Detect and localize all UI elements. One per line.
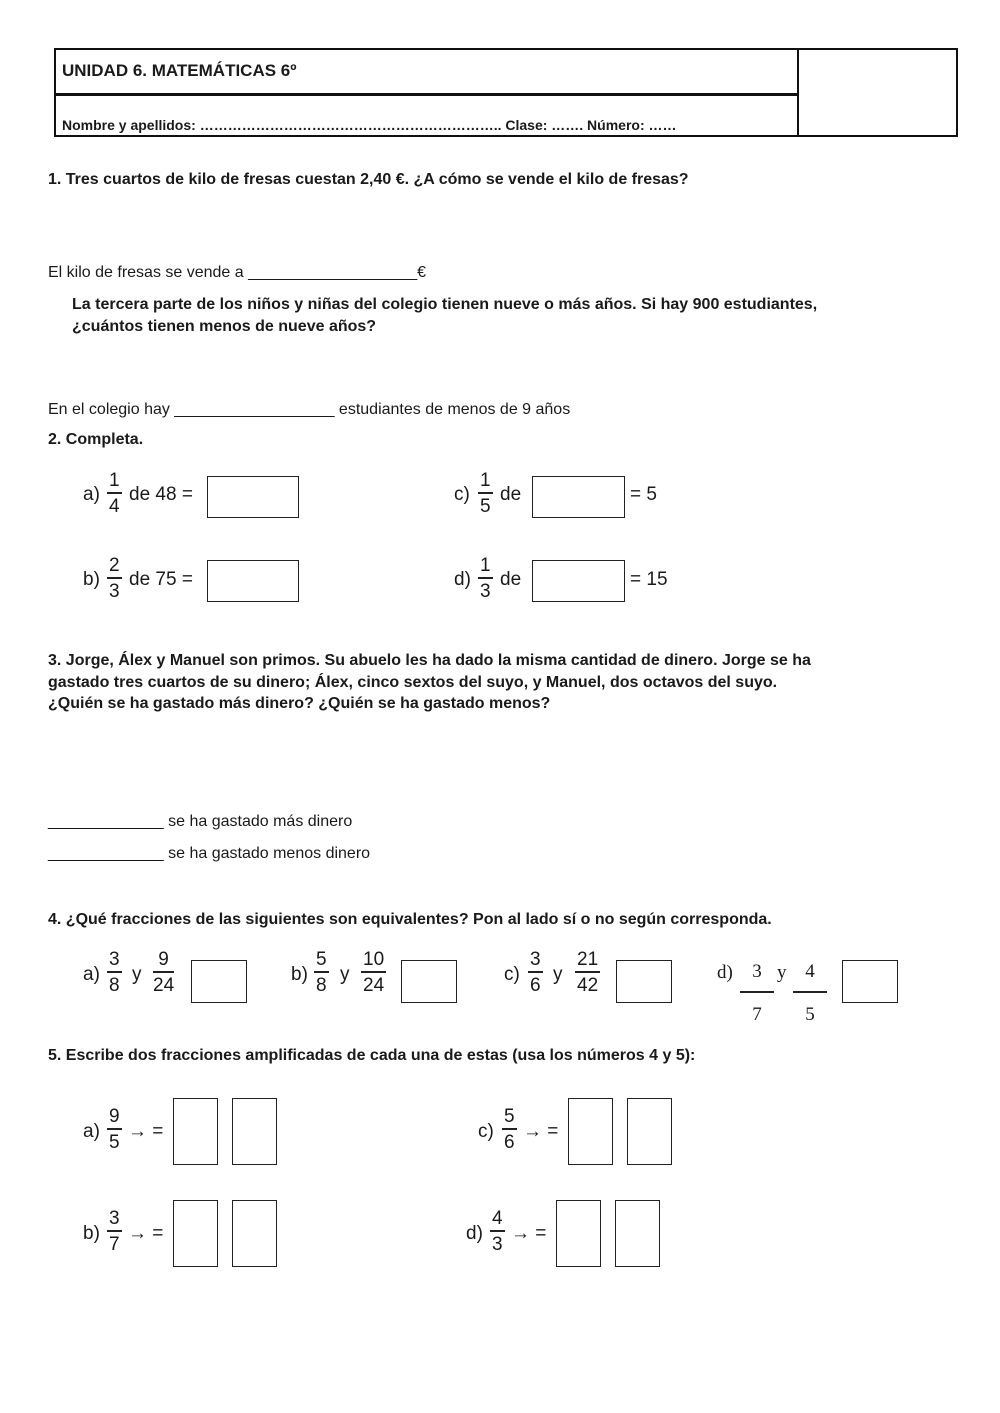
header-divider-horizontal [54,93,799,96]
fraction-bar [107,577,122,579]
q4-title: 4. ¿Qué fracciones de las siguientes son equivalentes? Pon al lado sí o no según corresponda. [48,911,772,928]
q4c-fraction-1 [528,950,543,995]
q2d-answer-box[interactable] [532,560,625,602]
q4d-label: d) [717,962,733,983]
q4a-y: y [132,964,142,985]
q5a-answer-box-1[interactable] [173,1098,218,1165]
q5d-denominator: 3 [492,1233,503,1255]
q4a-denominator-2: 24 [153,974,175,996]
q4d-y: y [777,962,787,983]
fraction-bar [575,971,600,973]
q4d-fraction-2 [793,962,827,1024]
fraction-bar [107,1128,122,1130]
q2d-result: = 15 [630,569,668,590]
q2a-fraction [107,471,122,516]
q4c-numerator-1: 3 [530,949,541,970]
q5b-answer-box-2[interactable] [232,1200,277,1267]
q4c-label: c) [504,964,520,985]
page-title: UNIDAD 6. MATEMÁTICAS 6º [62,61,297,80]
q5d-numerator: 4 [492,1208,503,1229]
fraction-bar [490,1230,505,1232]
q2d-numerator: 1 [480,555,491,576]
q4b-y: y [340,964,350,985]
q5c-numerator: 5 [504,1106,515,1127]
q4b-numerator-1: 5 [316,949,327,970]
q3-line1: 3. Jorge, Álex y Manuel son primos. Su abuelo les ha dado la misma cantidad de dinero. Jorge se ha [48,652,811,669]
student-info-fields[interactable]: Nombre y apellidos: ……………………………………………………….. Clase: ……. Número: …… [62,117,677,133]
q4c-answer-box[interactable] [616,960,672,1003]
q4c-fraction-2 [575,950,600,995]
q4d-numerator-2: 4 [805,961,815,982]
q5b-denominator: 7 [109,1233,120,1255]
q2c-fraction [478,471,493,516]
q2d-label: d) [454,569,471,590]
fraction-bar [740,991,774,993]
q2b-text: de 75 = [129,569,193,590]
q2d-text: de [500,569,522,590]
q5c-answer-box-1[interactable] [568,1098,613,1165]
q2a-numerator: 1 [109,470,120,491]
q4c-denominator-2: 42 [577,974,599,996]
q2b-answer-box[interactable] [207,560,299,602]
q3-line2: gastado tres cuartos de su dinero; Álex, cinco sextos del suyo, y Manuel, dos octavos del suyo. [48,674,778,691]
q4b-denominator-1: 8 [316,974,327,996]
q5c-fraction [502,1107,517,1152]
q2b-fraction [107,556,122,601]
q1-answer-line[interactable]: El kilo de fresas se vende a ___________________€ [48,264,427,281]
q5d-answer-box-1[interactable] [556,1200,601,1267]
q5c-arrow: → = [523,1121,559,1142]
fraction-bar [107,1230,122,1232]
q4a-numerator-2: 9 [158,949,169,970]
q4b-fraction-1 [314,950,329,995]
q5a-numerator: 9 [109,1106,120,1127]
q5a-answer-box-2[interactable] [232,1098,277,1165]
q4d-numerator-1: 3 [752,961,762,982]
q4b-numerator-2: 10 [363,949,385,970]
q5d-answer-box-2[interactable] [615,1200,660,1267]
q1-subanswer-line[interactable]: En el colegio hay __________________ estudiantes de menos de 9 años [48,401,571,418]
q4a-numerator-1: 3 [109,949,120,970]
q4a-answer-box[interactable] [191,960,247,1003]
q2c-denominator: 5 [480,495,491,517]
fraction-bar [478,577,493,579]
q4c-denominator-1: 6 [530,974,541,996]
q2b-label: b) [83,569,100,590]
fraction-bar [314,971,329,973]
q1-question: 1. Tres cuartos de kilo de fresas cuestan 2,40 €. ¿A cómo se vende el kilo de fresas? [48,171,689,188]
q4a-denominator-1: 8 [109,974,120,996]
q4a-fraction-2 [153,950,174,995]
fraction-bar [361,971,386,973]
q3-answer-less[interactable]: _____________ se ha gastado menos dinero [48,845,371,862]
q5a-label: a) [83,1121,100,1142]
fraction-bar [478,492,493,494]
q5d-label: d) [466,1223,483,1244]
q5b-label: b) [83,1223,100,1244]
q4c-y: y [553,964,563,985]
q5a-denominator: 5 [109,1131,120,1153]
q4d-denominator-1: 7 [752,1003,762,1025]
q4d-denominator-2: 5 [805,1003,815,1025]
fraction-bar [793,991,827,993]
q1-subquestion-line2: ¿cuántos tienen menos de nueve años? [72,318,377,335]
q5-title: 5. Escribe dos fracciones amplificadas de cada una de estas (usa los números 4 y 5): [48,1047,696,1064]
q2d-fraction [478,556,493,601]
q5b-fraction [107,1209,122,1254]
q4c-numerator-2: 21 [577,949,599,970]
q2c-numerator: 1 [480,470,491,491]
q2a-label: a) [83,484,100,505]
fraction-bar [107,971,122,973]
q5d-fraction [490,1209,505,1254]
q4a-fraction-1 [107,950,122,995]
q4b-answer-box[interactable] [401,960,457,1003]
q2a-answer-box[interactable] [207,476,299,518]
q4b-fraction-2 [361,950,386,995]
q5b-answer-box-1[interactable] [173,1200,218,1267]
q2b-denominator: 3 [109,580,120,602]
q5a-arrow: → = [128,1121,164,1142]
q4a-label: a) [83,964,100,985]
q5c-answer-box-2[interactable] [627,1098,672,1165]
fraction-bar [502,1128,517,1130]
q2c-label: c) [454,484,470,505]
q5c-denominator: 6 [504,1131,515,1153]
q4d-fraction-1 [740,962,774,1024]
q5b-arrow: → = [128,1223,164,1244]
fraction-bar [153,971,174,973]
q3-line3: ¿Quién se ha gastado más dinero? ¿Quién se ha gastado menos? [48,695,551,712]
q2a-text: de 48 = [129,484,193,505]
fraction-bar [107,492,122,494]
q1-subquestion-line1: La tercera parte de los niños y niñas del colegio tienen nueve o más años. Si hay 900 estudiantes, [72,296,818,313]
q2b-numerator: 2 [109,555,120,576]
q2d-denominator: 3 [480,580,491,602]
q2a-denominator: 4 [109,495,120,517]
q2c-result: = 5 [630,484,657,505]
q5d-arrow: → = [511,1223,547,1244]
q4b-label: b) [291,964,308,985]
fraction-bar [528,971,543,973]
q5c-label: c) [478,1121,494,1142]
q5b-numerator: 3 [109,1208,120,1229]
q2c-text: de [500,484,522,505]
q3-answer-more[interactable]: _____________ se ha gastado más dinero [48,813,353,830]
q2c-answer-box[interactable] [532,476,625,518]
q5a-fraction [107,1107,122,1152]
q4b-denominator-2: 24 [363,974,385,996]
q2-title: 2. Completa. [48,431,144,448]
q4d-answer-box[interactable] [842,960,898,1003]
